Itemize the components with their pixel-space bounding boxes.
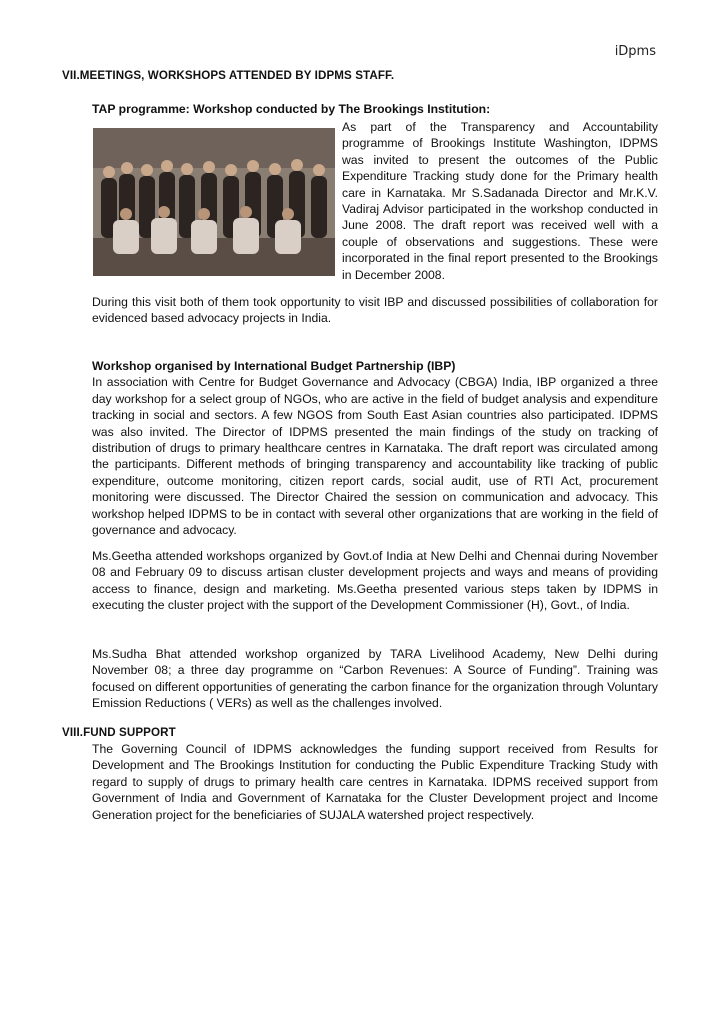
geetha-paragraph: Ms.Geetha attended workshops organized by Govt.of India at New Delhi and Chennai during November 08 and February 09 to discuss artisan cluster development projects and ways and means of providing access to finance, design and marketing. Ms.Geetha presented various steps taken by IDPMS in executing the cluster project with the support of the Development Commissioner (H), Govt., of India. (92, 549, 658, 613)
group-photo-image (93, 128, 335, 276)
group-photo (93, 128, 335, 276)
ibp-block (92, 358, 658, 538)
tap-side-text: As part of the Transparency and Accountability programme of Brookings Institute Washington, IDPMS was invited to present the outcomes of the Public Expenditure Tracking study done for the Primary health care in Karnataka. Mr S.Sadanada Director and Mr.K.V. Vadiraj Advisor participated in the workshop conducted in June 2008. The draft report was received well with a couple of observations and suggestions. These were incorporated in the final report presented to the Brookings in December 2008. (342, 120, 658, 282)
sudha-paragraph: Ms.Sudha Bhat attended workshop organized by TARA Livelihood Academy, New Delhi during November 08; a three day programme on “Carbon Revenues: A Source of Funding”. Training was focused on different opportunities of generating the carbon finance for the organization through Voluntary Emission Reductions ( VERs) as well as the challenges involved. (92, 647, 658, 711)
tap-heading-block (92, 101, 658, 117)
ibp-text: In association with Centre for Budget Governance and Advocacy (CBGA) India, IBP organized a three day workshop for a select group of NGOs, who are active in the field of budget analysis and expenditure tracking in social and sectors. A few NGOS from South East Asian countries also participated. IDPMS was also invited. The Director of IDPMS presented the main findings of the study on tracking of distribution of drugs to primary healthcare centres in Karnataka. The draft report was circulated among the participants. Different methods of bringing transparency and accountability like tracking of public expenditure, outcome monitoring, citizen report cards, social audit, use of RTI Act, procurement monitoring were discussed. The Director Chaired the session on communication and advocacy. This workshop helped IDPMS to be in contact with several other organizations that are working in the field of governance and advocacy. (92, 375, 658, 538)
section-7-title: VII.MEETINGS, WORKSHOPS ATTENDED BY IDPMS STAFF. (62, 69, 395, 82)
ibp-heading: Workshop organised by International Budget Partnership (IBP) (92, 359, 456, 373)
tap-heading: TAP programme: Workshop conducted by The Brookings Institution: (92, 102, 491, 116)
fund-support-text: The Governing Council of IDPMS acknowledges the funding support received from Results for Development and The Brookings Institution for conducting the Public Expenditure Tracking Study with regard to supply of drugs to primary health care centres in Karnataka. IDPMS received support from Government of India and Government of Karnataka for the Cluster Development project and Income Generation project for the beneficiaries of SUJALA watershed project respectively. (92, 742, 658, 822)
page-header-tag: iDpms (614, 44, 656, 59)
section-8-title: VIII.FUND SUPPORT (62, 726, 176, 739)
tap-after-text: During this visit both of them took opportunity to visit IBP and discussed possibilities of collaboration for evidenced based advocacy projects in India. (92, 295, 658, 326)
